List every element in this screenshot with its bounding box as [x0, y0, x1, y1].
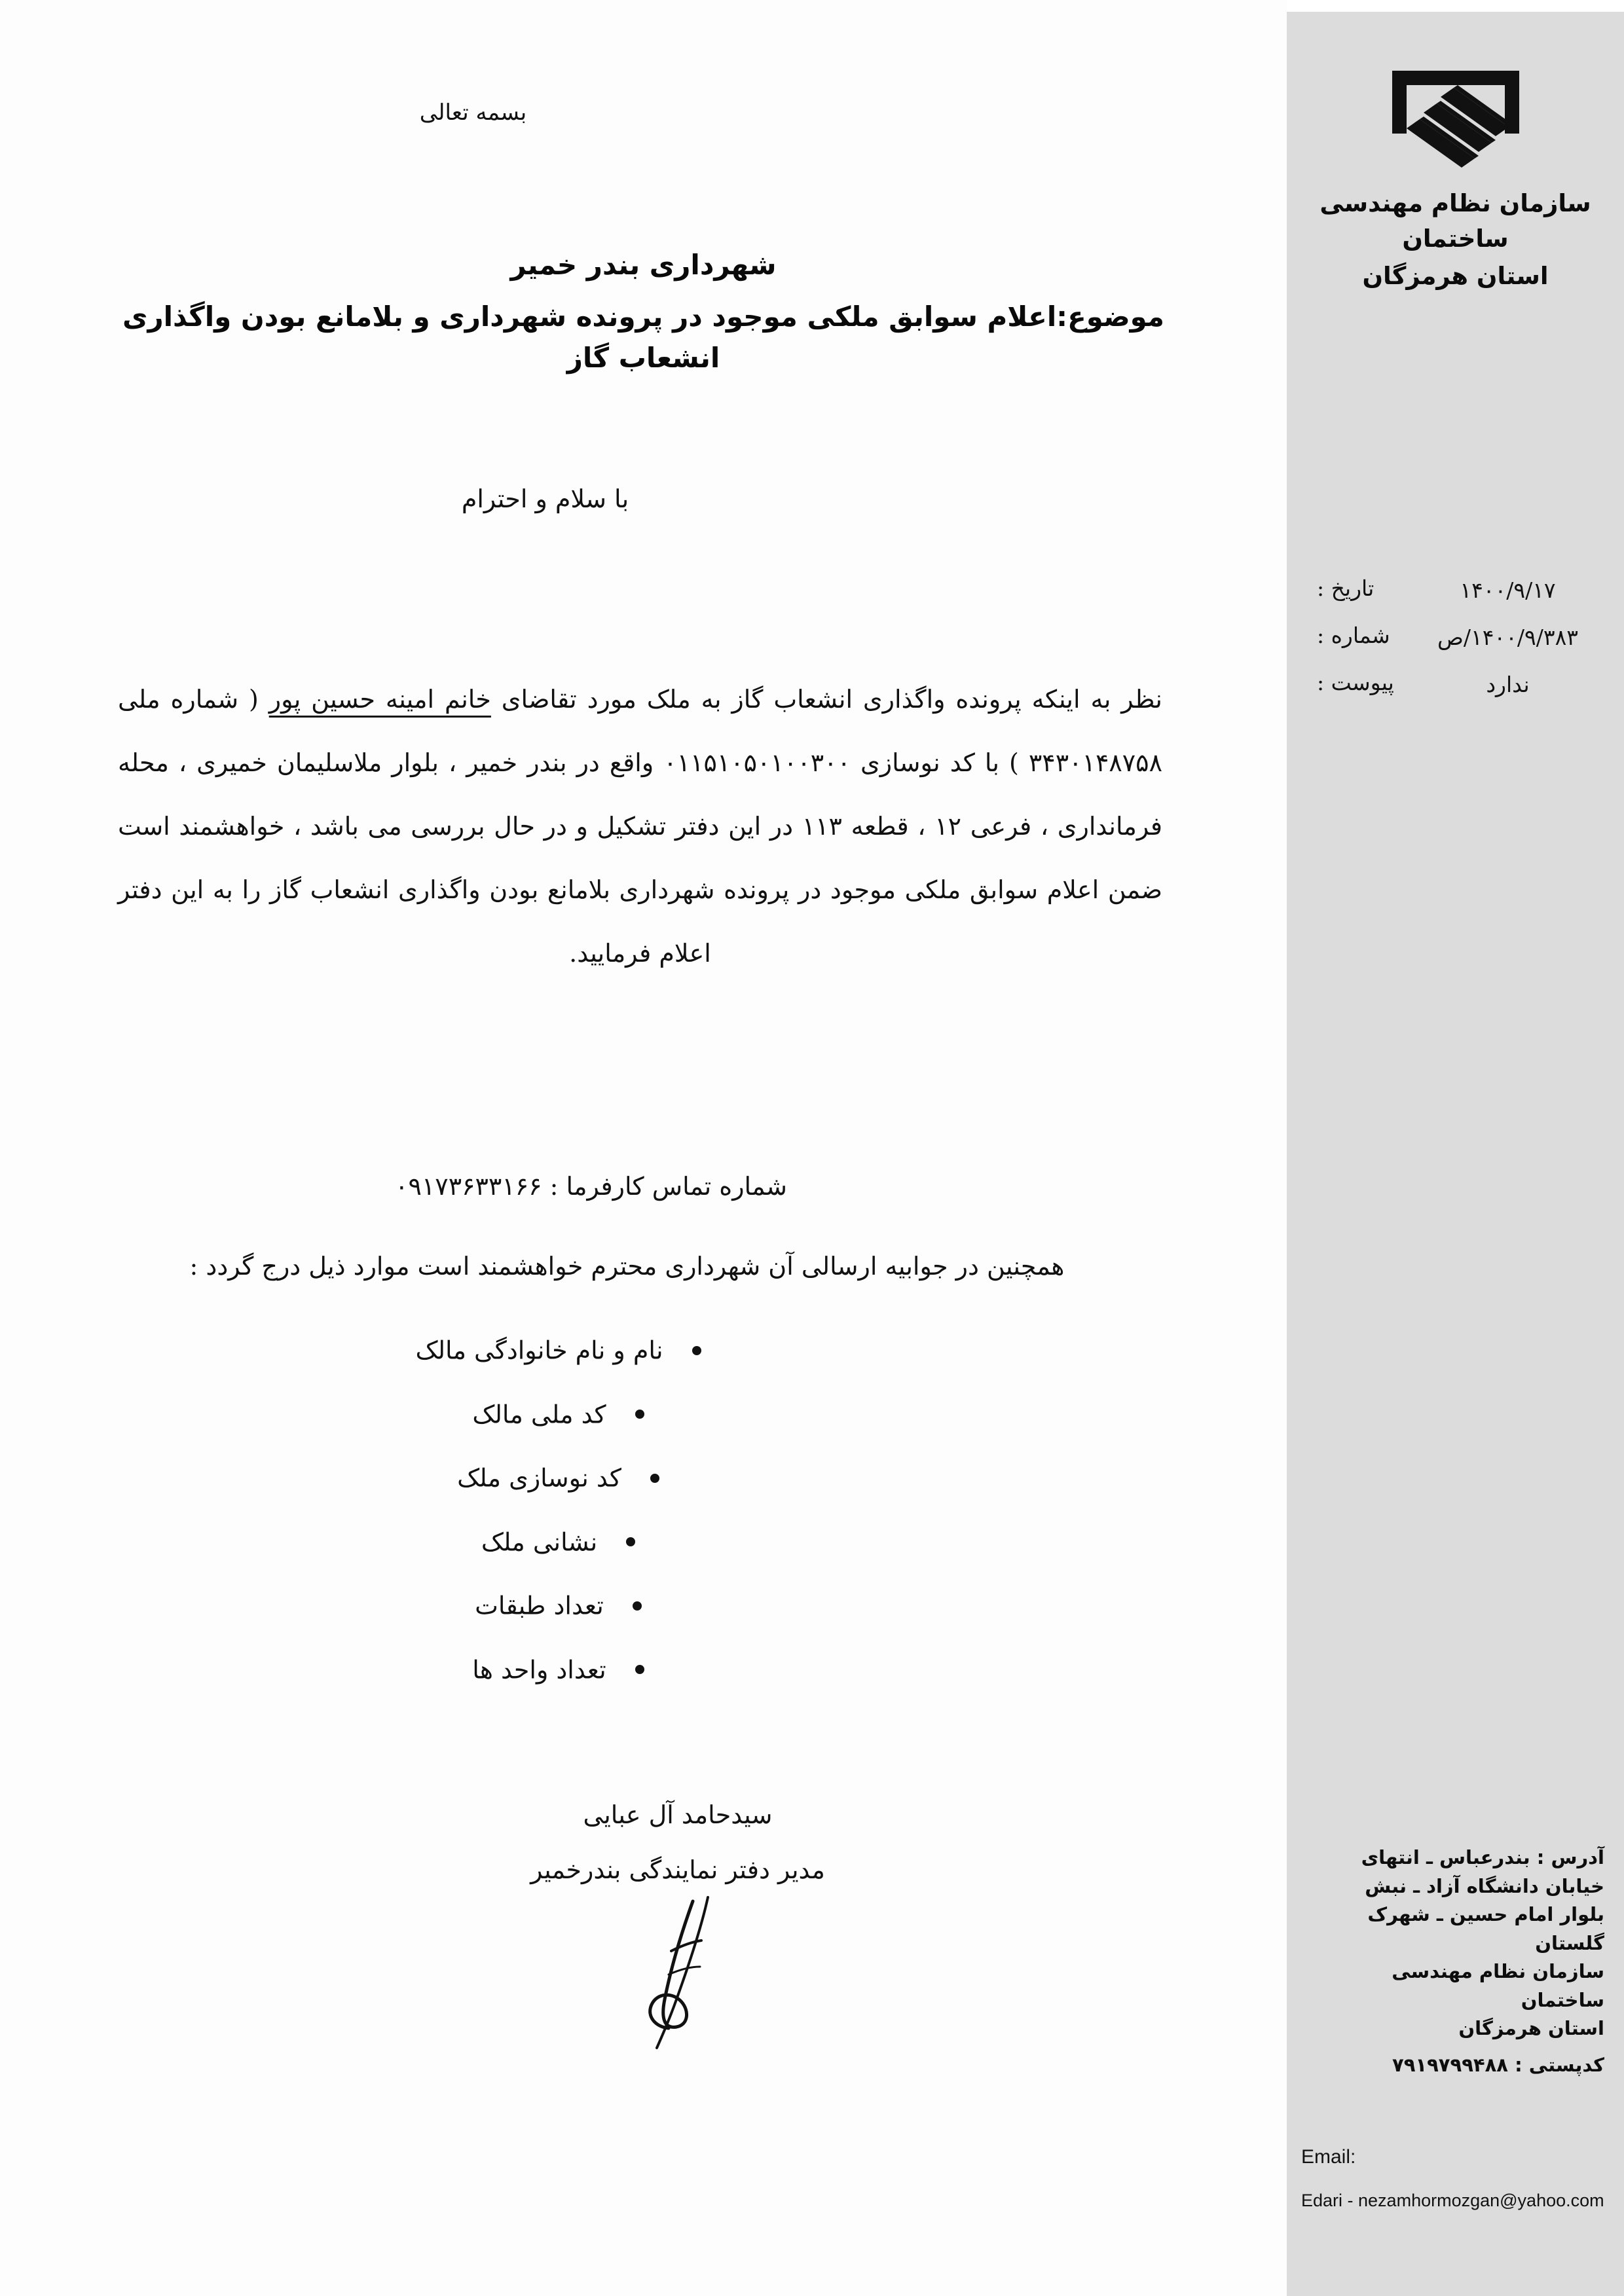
list-item: [0, 1400, 1116, 1427]
bullet-dot-icon: [650, 1474, 659, 1483]
address-line: خیابان دانشگاه آزاد ـ نبش: [1365, 1874, 1604, 1897]
letter-paragraph: [118, 668, 1162, 985]
attachment-label: پیوست :: [1317, 670, 1394, 696]
footer-email-block: [1301, 2146, 1604, 2211]
bullet-dot-icon: [633, 1601, 642, 1611]
list-item-label: تعداد واحد ها: [472, 1655, 606, 1684]
list-item-label: کد نوسازی ملک: [457, 1463, 621, 1493]
signer-name: سیدحامد آل عبایی: [583, 1800, 773, 1829]
meta-row-date: [1306, 575, 1600, 606]
meta-row-number: [1306, 623, 1600, 653]
employer-contact-line: شماره تماس کارفرما : ۰۹۱۷۳۶۳۳۱۶۶: [395, 1172, 787, 1201]
bullet-dot-icon: [635, 1410, 644, 1419]
list-item-label: تعداد طبقات: [475, 1591, 604, 1620]
bullet-dot-icon: [635, 1665, 644, 1674]
signature-block: [475, 1800, 881, 2052]
addressee-line: شهرداری بندر خمیر: [510, 249, 777, 281]
building-roofs-logo-icon: [1380, 56, 1531, 174]
owner-name: خانم امینه حسین پور: [268, 685, 491, 714]
meta-row-attachment: [1306, 670, 1600, 700]
letter-meta-block: [1306, 575, 1604, 701]
footer-address-block: [1306, 1844, 1604, 2080]
number-label: شماره :: [1317, 623, 1390, 649]
paragraph-part-1: نظر به اینکه پرونده واگذاری انشعاب گاز به ملک مورد تقاضای: [490, 685, 1162, 714]
invocation-text: بسمه تعالی: [419, 100, 527, 126]
list-item: [0, 1527, 1116, 1555]
bullet-dot-icon: [626, 1537, 635, 1546]
list-item-label: نشانی ملک: [481, 1527, 598, 1556]
email-label: Email:: [1301, 2146, 1356, 2168]
list-item-label: نام و نام خانوادگی مالک: [415, 1336, 663, 1365]
organization-name: سازمان نظام مهندسی ساختمان: [1320, 189, 1591, 253]
date-label: تاریخ :: [1317, 575, 1375, 601]
greeting-line: با سلام و احترام: [461, 484, 629, 513]
list-item: [0, 1463, 1116, 1491]
list-item: [0, 1655, 1116, 1683]
address-line: گلستان: [1535, 1931, 1604, 1954]
postal-code: کدپستی : ۷۹۱۹۷۹۹۴۸۸: [1392, 2053, 1604, 2076]
list-item: [0, 1591, 1116, 1618]
number-value: ۱۴۰۰/۹/۳۸۳/ص: [1437, 625, 1579, 651]
date-value: ۱۴۰۰/۹/۱۷: [1460, 577, 1556, 603]
organization-province: استان هرمزگان: [1362, 262, 1549, 291]
list-item: [0, 1336, 1116, 1363]
requested-items-list: [0, 1336, 1287, 1719]
paragraph-part-2: ( شماره ملی ۳۴۳۰۱۴۸۷۵۸ ) با کد نوسازی ۰۱۱۵۱۰۵۰۱۰۰۳۰۰ واقع در بندر خمیر ، بلوار ملاسلیمان خمیری ، محله فرمانداری ، فرعی ۱۲ ، قطعه ۱۱۳ در این دفتر تشکیل و در حال بررسی می باشد ، خواهشمند است ضمن اعلام سوابق ملکی موجود در پرونده شهرداری بلامانع بودن واگذاری انشعاب گاز را به این دفتر اعلام فرمایید.: [118, 685, 1163, 968]
bullet-dot-icon: [692, 1346, 701, 1355]
letterhead-sidebar: [1287, 12, 1624, 2296]
address-line: استان هرمزگان: [1458, 2017, 1604, 2040]
email-value: Edari - nezamhormozgan@yahoo.com: [1301, 2191, 1604, 2210]
request-line: همچنین در جوابیه ارسالی آن شهرداری محترم خواهشمند است موارد ذیل درج گردد :: [189, 1252, 1065, 1281]
signer-title: مدیر دفتر نمایندگی بندرخمیر: [530, 1855, 825, 1884]
address-line: آدرس : بندرعباس ـ انتهای: [1361, 1846, 1604, 1869]
address-line: سازمان نظام مهندسی ساختمان: [1392, 1960, 1604, 2011]
handwritten-signature-icon: [573, 1888, 783, 2052]
list-item-label: کد ملی مالک: [472, 1400, 606, 1429]
subject-line: موضوع:اعلام سوابق ملکی موجود در پرونده شهرداری و بلامانع بودن واگذاری انشعاب گاز: [122, 301, 1165, 374]
address-line: بلوار امام حسین ـ شهرک: [1367, 1903, 1604, 1926]
attachment-value: ندارد: [1486, 672, 1530, 698]
